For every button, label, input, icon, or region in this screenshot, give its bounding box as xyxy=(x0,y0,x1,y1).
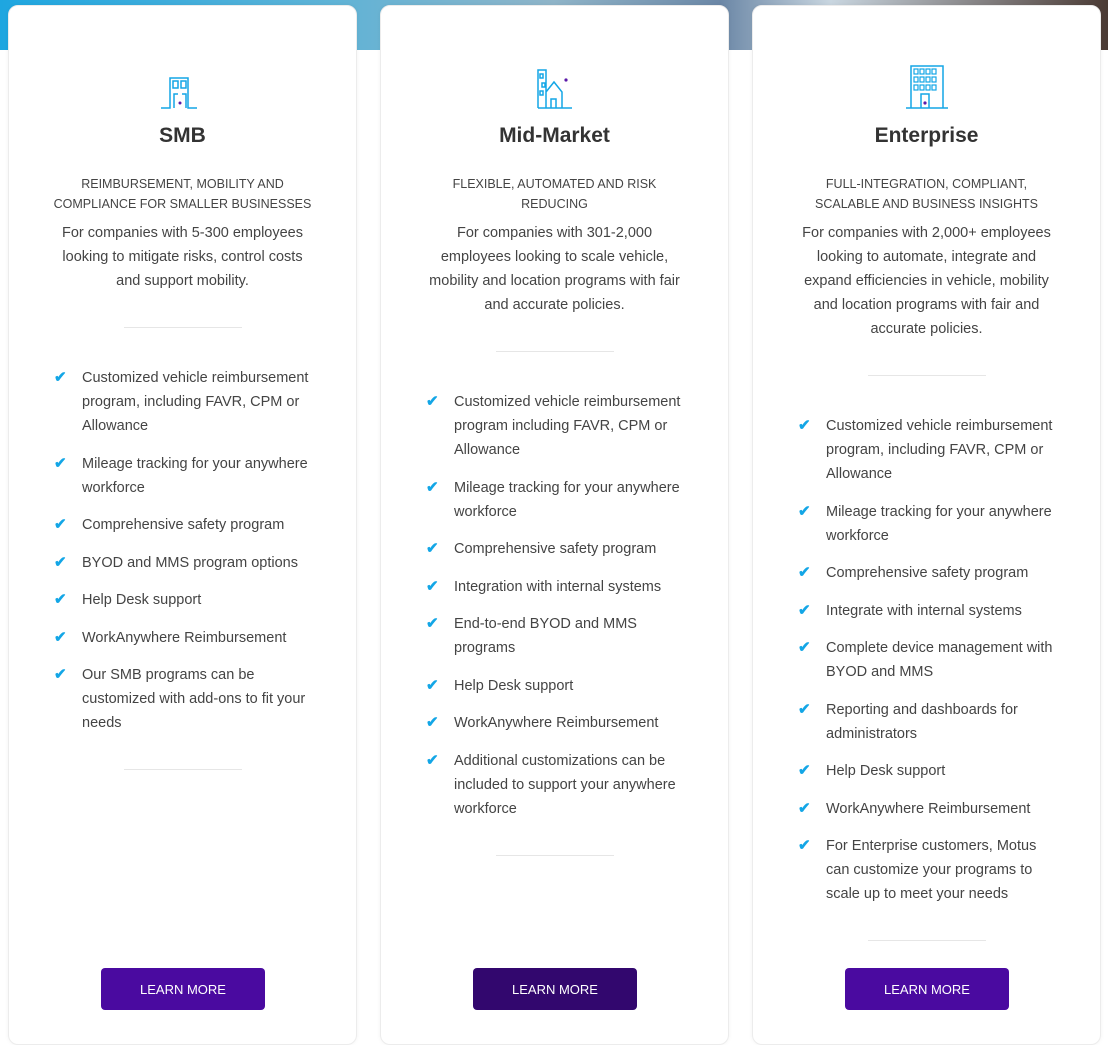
feature-text: Comprehensive safety program xyxy=(454,541,657,557)
feature-item xyxy=(798,414,1060,486)
feature-text: Integration with internal systems xyxy=(454,578,662,595)
feature-text: Complete device management with BYOD and MMS xyxy=(826,640,1053,680)
checkmark-icon: ✔ xyxy=(54,516,67,533)
feature-item xyxy=(798,636,1060,684)
plan-title: Mid-Market xyxy=(499,124,610,147)
feature-item xyxy=(426,612,688,660)
checkmark-icon: ✔ xyxy=(798,639,811,656)
feature-item xyxy=(54,551,316,575)
plan-subtitle: FLEXIBLE, AUTOMATED AND RISK REDUCING xyxy=(452,177,657,211)
feature-item xyxy=(54,626,316,650)
checkmark-icon: ✔ xyxy=(426,751,439,769)
divider xyxy=(868,940,986,941)
checkmark-icon: ✔ xyxy=(426,393,439,410)
building-icon xyxy=(381,64,728,110)
feature-item xyxy=(798,834,1060,906)
feature-item xyxy=(798,759,1060,783)
divider xyxy=(124,327,242,328)
feature-list xyxy=(426,390,688,821)
checkmark-icon: ✔ xyxy=(54,628,67,646)
feature-item xyxy=(798,698,1060,746)
checkmark-icon: ✔ xyxy=(798,601,811,619)
checkmark-icon: ✔ xyxy=(798,564,811,581)
feature-item xyxy=(54,513,316,537)
feature-text: Our SMB programs can be customized with add-ons to fit your needs xyxy=(82,667,306,731)
feature-item xyxy=(54,366,316,438)
checkmark-icon: ✔ xyxy=(798,799,811,817)
plan-title: SMB xyxy=(159,124,206,147)
feature-text: Integrate with internal systems xyxy=(826,602,1022,619)
checkmark-icon: ✔ xyxy=(54,369,67,386)
checkmark-icon: ✔ xyxy=(798,762,811,779)
feature-text: Additional customizations can be included to support your anywhere workforce xyxy=(454,752,676,817)
plan-card-enterprise xyxy=(752,5,1101,1045)
checkmark-icon: ✔ xyxy=(426,478,439,496)
checkmark-icon: ✔ xyxy=(426,540,439,557)
feature-item xyxy=(54,588,316,612)
checkmark-icon: ✔ xyxy=(54,666,67,683)
plan-title: Enterprise xyxy=(874,124,979,147)
plan-subtitle: FULL-INTEGRATION, COMPLIANT, SCALABLE AND BUSINESS INSIGHTS xyxy=(815,177,1038,211)
checkmark-icon: ✔ xyxy=(54,454,67,472)
plan-subtitle: REIMBURSEMENT, MOBILITY AND COMPLIANCE FOR SMALLER BUSINESSES xyxy=(53,177,312,211)
feature-list xyxy=(54,366,316,735)
feature-text: Mileage tracking for your anywhere workforce xyxy=(82,455,308,496)
feature-item xyxy=(426,537,688,561)
divider xyxy=(868,375,986,376)
divider xyxy=(124,769,242,770)
feature-text: Customized vehicle reimbursement program, including FAVR, CPM or Allowance xyxy=(82,370,309,434)
feature-text: Customized vehicle reimbursement program including FAVR, CPM or Allowance xyxy=(454,394,681,458)
building-icon xyxy=(9,64,356,110)
feature-text: WorkAnywhere Reimbursement xyxy=(454,715,659,731)
checkmark-icon: ✔ xyxy=(798,700,811,718)
plan-description: For companies with 2,000+ employees looking to automate, integrate and expand efficiencies in vehicle, mobility and location programs with fair and accurate policies. xyxy=(802,225,1051,337)
plan-description: For companies with 5-300 employees looking to mitigate risks, control costs and support mobility. xyxy=(62,225,303,289)
feature-text: Customized vehicle reimbursement program, including FAVR, CPM or Allowance xyxy=(826,418,1053,482)
checkmark-icon: ✔ xyxy=(798,502,811,520)
learn-more-button[interactable]: LEARN MORE xyxy=(473,968,637,1010)
feature-item xyxy=(54,452,316,500)
feature-text: Comprehensive safety program xyxy=(82,517,285,533)
feature-text: Help Desk support xyxy=(454,677,574,694)
checkmark-icon: ✔ xyxy=(798,417,811,434)
feature-text: WorkAnywhere Reimbursement xyxy=(826,800,1031,817)
feature-item xyxy=(426,575,688,599)
feature-text: Help Desk support xyxy=(82,592,202,608)
feature-item xyxy=(426,749,688,821)
feature-text: BYOD and MMS program options xyxy=(82,554,298,571)
checkmark-icon: ✔ xyxy=(54,553,67,571)
feature-text: Mileage tracking for your anywhere workforce xyxy=(454,479,680,520)
feature-list xyxy=(798,414,1060,906)
building-icon xyxy=(753,64,1100,110)
divider xyxy=(496,855,614,856)
checkmark-icon: ✔ xyxy=(426,714,439,731)
checkmark-icon: ✔ xyxy=(798,837,811,854)
feature-item xyxy=(54,663,316,735)
divider xyxy=(496,351,614,352)
feature-text: End-to-end BYOD and MMS programs xyxy=(454,616,637,656)
feature-item xyxy=(426,674,688,698)
feature-item xyxy=(798,500,1060,548)
feature-item xyxy=(798,561,1060,585)
plan-description: For companies with 301-2,000 employees looking to scale vehicle, mobility and location programs with fair and accurate policies. xyxy=(429,225,680,313)
checkmark-icon: ✔ xyxy=(426,676,439,694)
checkmark-icon: ✔ xyxy=(54,591,67,608)
feature-text: Reporting and dashboards for administrators xyxy=(826,701,1018,742)
learn-more-button[interactable]: LEARN MORE xyxy=(845,968,1009,1010)
feature-item xyxy=(798,797,1060,821)
checkmark-icon: ✔ xyxy=(426,615,439,632)
feature-item xyxy=(426,711,688,735)
feature-text: Comprehensive safety program xyxy=(826,565,1029,581)
learn-more-button[interactable]: LEARN MORE xyxy=(101,968,265,1010)
feature-text: Mileage tracking for your anywhere workforce xyxy=(826,503,1052,544)
feature-text: Help Desk support xyxy=(826,763,946,779)
feature-item xyxy=(798,599,1060,623)
feature-item xyxy=(426,390,688,462)
plan-card-smb xyxy=(8,5,357,1045)
feature-item xyxy=(426,476,688,524)
feature-text: WorkAnywhere Reimbursement xyxy=(82,629,287,646)
checkmark-icon: ✔ xyxy=(426,577,439,595)
feature-text: For Enterprise customers, Motus can customize your programs to scale up to meet your needs xyxy=(826,838,1037,902)
plan-card-mid-market xyxy=(380,5,729,1045)
